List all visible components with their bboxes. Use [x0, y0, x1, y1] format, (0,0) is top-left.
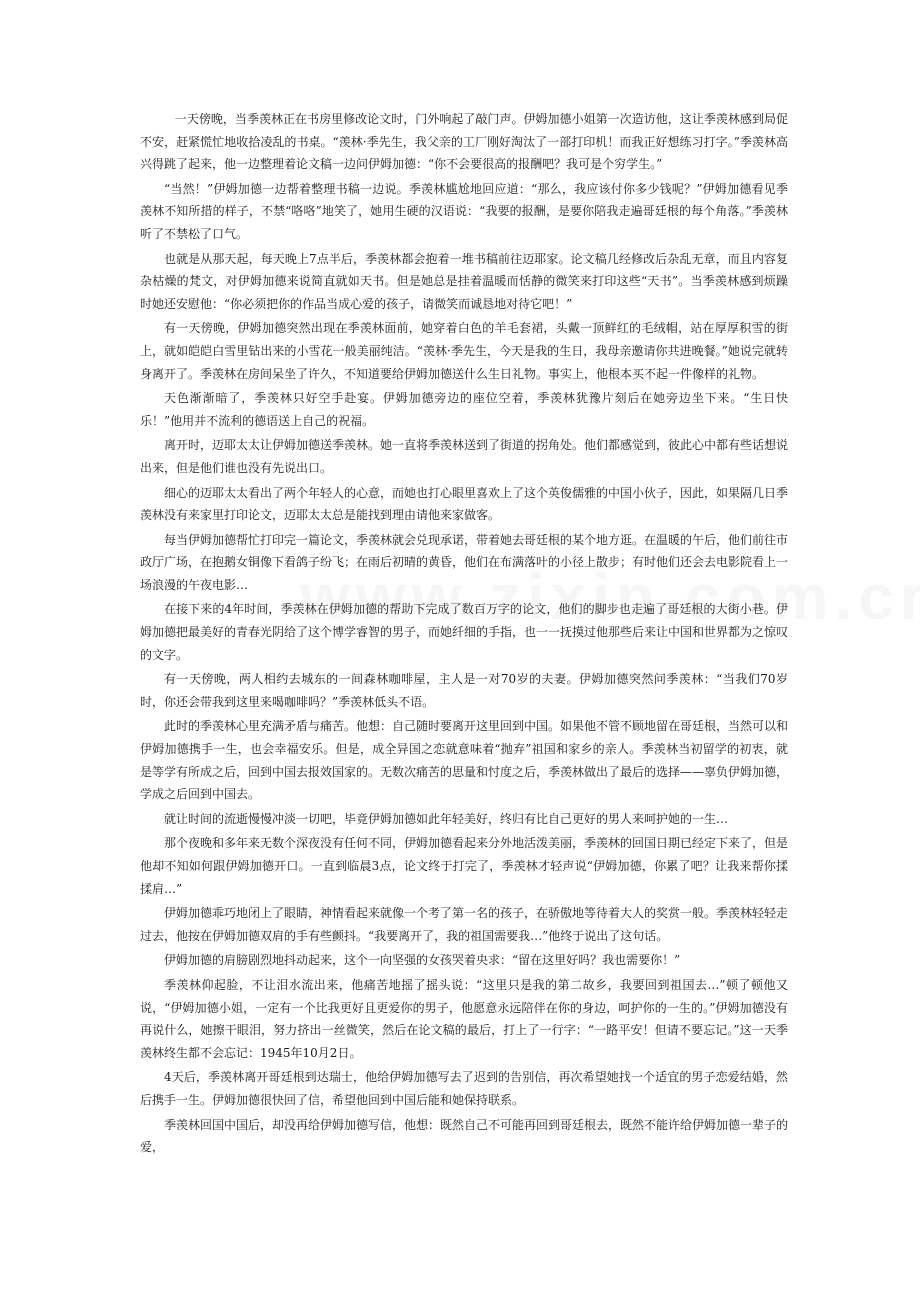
paragraph: 那个夜晚和多年来无数个深夜没有任何不同，伊姆加德看起来分外地活泼美丽，季羡林的回国日期已经定下来了，但是他却不知如何跟伊姆加德开口。一直到临晨3点，论文终于打完了，季羡林才轻声说“伊姆加德，你累了吧？让我来帮你揉揉肩…”: [140, 836, 789, 896]
paragraph: 细心的迈耶太太看出了两个年轻人的心意，而她也打心眼里喜欢上了这个英俊儒雅的中国小伙子，因此，如果隔几日季羡林没有来家里打印论文，迈耶太太总是能找到理由请他来家做客。: [140, 485, 789, 523]
paragraph: 有一天傍晚，两人相约去城东的一间森林咖啡屋，主人是一对70岁的夫妻。伊姆加德突然问季羡林：“当我们70岁时，你还会带我到这里来喝咖啡吗？”季羡林低头不语。: [140, 672, 788, 709]
paragraph: 季羡林仰起脸，不让泪水流出来，他痛苦地摇了摇头说：“这里只是我的第二故乡，我要回到祖国去…”顿了顿他又说，“伊姆加德小姐，一定有一个比我更好且更爱你的男子，他愿意永远陪伴在你的身边，呵护你的一生的。”伊姆加德没有再说什么，她擦干眼泪，努力挤出一丝微笑，然后在论文稿的最后，打上了一行字：“一路平安！但请不要忘记。”这一天季羡林终生都不会忘记：1945年10月2日。: [140, 977, 788, 1060]
paragraph: 每当伊姆加德帮忙打印完一篇论文，季羡林就会兑现承诺，带着她去哥廷根的某个地方逛。在温暖的午后，他们前往市政厅广场，在抱鹅女铜像下看鸽子纷飞；在雨后初晴的黄昏，他们在布满落叶的小径上散步；有时他们还会去电影院看上一场浪漫的午夜电影…: [140, 532, 789, 592]
paragraph: 在接下来的4年时间，季羡林在伊姆加德的帮助下完成了数百万字的论文，他们的脚步也走遍了哥廷根的大街小巷。伊姆加德把最美好的青春光阴给了这个博学睿智的男子，而她纤细的手指，也一一抚摸过他那些后来让中国和世界都为之惊叹的文字。: [140, 602, 789, 662]
paragraph: 伊姆加德乖巧地闭上了眼睛，神情看起来就像一个考了第一名的孩子，在骄傲地等待着大人的奖赏一般。季羡林轻轻走过去，他按在伊姆加德双肩的手有些颤抖。“我要离开了，我的祖国需要我…”他终于说出了这句话。: [140, 906, 789, 943]
paragraph: 天色渐渐暗了，季羡林只好空手赴宴。伊姆加德旁边的座位空着，季羡林犹豫片刻后在她旁边坐下来。“生日快乐！”他用并不流利的德语送上自己的祝福。: [140, 391, 788, 428]
paragraph: 伊姆加德的肩膀剧烈地抖动起来，这个一向坚强的女孩哭着央求：“留在这里好吗？我也需要你！”: [164, 953, 681, 968]
paragraph: 此时的季羡林心里充满矛盾与痛苦。他想：自己随时要离开这里回到中国。如果他不管不顾地留在哥廷根，当然可以和伊姆加德携手一生，也会幸福安乐。但是，成全异国之恋就意味着“抛弃”祖国和家乡的亲人。季羡林当初留学的初衷，就是等学有所成之后，回到中国去报效国家的。无数次痛苦的思量和忖度之后，季羡林做出了最后的选择——辜负伊姆加德，学成之后回到中国去。: [140, 719, 789, 802]
paragraph: 就让时间的流逝慢慢冲淡一切吧，毕竟伊姆加德如此年轻美好，终归有比自己更好的男人来呵护她的一生…: [164, 811, 729, 826]
paragraph: 4天后，季羡林离开哥廷根到达瑞士，他给伊姆加德写去了迟到的告别信，再次希望她找一个适宜的男子恋爱结婚，然后携手一生。伊姆加德很快回了信，希望他回到中国后能和她保持联系。: [140, 1070, 788, 1107]
paragraph: 也就是从那天起，每天晚上7点半后，季羡林都会抱着一堆书稿前往迈耶家。论文稿几经修改后杂乱无章，而且内容复杂枯燥的梵文，对伊姆加德来说简直就如天书。但是她总是挂着温暖而恬静的微笑来打印这些“天书”。当季羡林感到烦躁时她还安慰他：“你必须把你的作品当成心爱的孩子，请微笑而诚恳地对待它吧！”: [140, 251, 788, 311]
paragraph: 有一天傍晚，伊姆加德突然出现在季羡林面前，她穿着白色的羊毛套裙，头戴一顶鲜红的毛绒帽，站在厚厚积雪的街上，就如皑皑白雪里钻出来的小雪花一般美丽纯洁。“羡林·季先生，今天是我的生日，我母亲邀请你共进晚餐。”她说完就转身离开了。季羡林在房间呆坐了许久，不知道要给伊姆加德送什么生日礼物。事实上，他根本买不起一件像样的礼物。: [140, 321, 788, 381]
article-body: [140, 108, 788, 1161]
paragraph: 季羡林回国中国后，却没再给伊姆加德写信，他想：既然自己不可能再回到哥廷根去，既然不能许给伊姆加德一辈子的爱，: [140, 1117, 789, 1155]
paragraph: 离开时，迈耶太太让伊姆加德送季羡林。她一直将季羡林送到了街道的拐角处。他们都感觉到，彼此心中都有些话想说出来，但是他们谁也没有先说出口。: [140, 438, 789, 475]
paragraph: “当然！”伊姆加德一边帮着整理书稿一边说。季羡林尴尬地回应道：“那么，我应该付你多少钱呢？”伊姆加德看见季羡林不知所措的样子，不禁“咯咯”地笑了，她用生硬的汉语说：“我要的报酬，是要你陪我走遍哥廷根的每个角落。”季羡林听了不禁松了口气。: [140, 181, 788, 241]
paragraph: 一天傍晚，当季羡林正在书房里修改论文时，门外响起了敲门声。伊姆加德小姐第一次造访他，这让季羡林感到局促不安，赶紧慌忙地收拾凌乱的书桌。“羡林·季先生，我父亲的工厂刚好淘汰了一部打印机！而我正好想练习打字。”季羡林高兴得跳了起来，他一边整理着论文稿一边问伊姆加德：“你不会要很高的报酬吧？我可是个穷学生。”: [140, 112, 788, 172]
